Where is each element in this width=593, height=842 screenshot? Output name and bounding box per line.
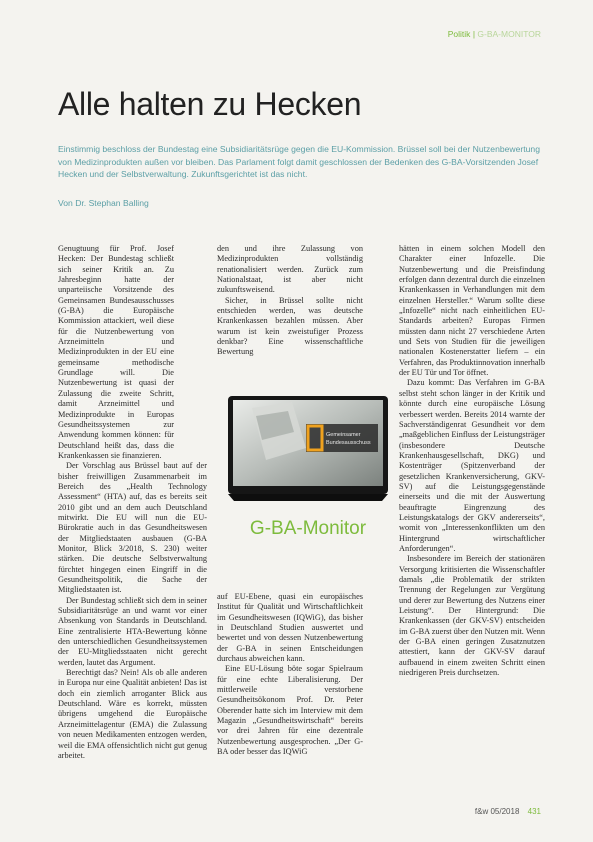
body-paragraph: Der Vorschlag aus Brüssel baut auf der bisher freiwilligen Zusammenarbeit im Bereich des „Health Technology Assessment“ (HTA) auf, das es bereits seit 2010 gibt und an dem auch Deutschland mitwirkt. Die EU will nun die EU-Bürokratie auch in das Gesundheitswesen der Mitgliedstaaten ausbauen (G-BA Monitor, Blick 3/2018, S. 230) weiter stärken. Die deutsche Selbstverwaltung fürchtet hingegen einen Eingriff in die Gesundheitspolitik, die Sache der Mitgliedstaaten ist.	[58, 461, 207, 595]
page-footer	[475, 807, 541, 816]
screen-text-1: Gemeinsamer	[326, 432, 361, 438]
monitor-illustration	[222, 388, 394, 548]
body-paragraph: hätten in einem solchen Modell den Charakter einer Infozelle. Die Nutzenbewertung und die Preisfindung erfolgen dann dezentral durch die einzelnen Krankenkassen in Verhandlungen mit dem einzelnen Hersteller.“ Warum sollte diese „Infozelle“ nicht nach einheitlichen EU-Standards arbeiten? Europas Firmen müssten dann nicht 27 verschiedene Arten und Sets von Studien für die jeweiligen nationalen Kostenerstatter liefern – ein Verfahren, das Produktinnovation innerhalb der EU Tür und Tor öffnet.	[399, 244, 545, 378]
body-paragraph: auf EU-Ebene, quasi ein europäisches Institut für Qualität und Wirtschaftlichkeit im Gesundheitswesen (IQWiG), das bisher in Deutschland Studien auswertet und bewertet und von dessen Nutzenbewertung der G-BA in seinen Entscheidungen durchaus abweichen kann.	[217, 592, 363, 664]
sign-plate	[306, 424, 378, 452]
page-number: 431	[527, 807, 541, 816]
column-1-bottom	[58, 461, 207, 761]
figure-caption: G-BA-Monitor	[249, 518, 367, 539]
column-1-top	[58, 244, 174, 461]
issue-label: f&w 05/2018	[474, 807, 520, 816]
kicker-separator: |	[472, 29, 476, 39]
kicker-series: G-BA-MONITOR	[477, 29, 541, 39]
column-2-bottom	[217, 592, 363, 758]
section-kicker	[448, 29, 541, 39]
kicker-section: Politik	[447, 29, 471, 39]
lead-paragraph: Einstimmig beschloss der Bundestag eine Subsidiaritätsrüge gegen die EU-Kommission. Brüssel soll bei der Nutzenbewertung von Medizinprodukten außen vor bleiben. Das Parlament folgt damit geschlossen der Bedenken des G-BA-Vorsitzenden Josef Hecken und der Selbstverwaltung. Zukunftsgerichtet ist das nicht.	[58, 144, 540, 180]
body-paragraph: Genugtuung für Prof. Josef Hecken: Der Bundestag schließt sich seiner Kritik an. Zu Jahresbeginn hatte der unparteiische Vorsitzende des Gemeinsamen Bundesausschusses (G-BA) die Europäische Kommission attackiert, weil diese für die Nutzenbewertung von Arzneimitteln und Medizinprodukten in der EU eine gemeinsame methodische Grundlage will. Die Nutzenbewertung ist quasi der Zulassung die zweite Schritt, damit Arzneimittel und Medizinprodukte in Europas Gesundheitssystemen zur Anwendung kommen können: für Deutschland heißt das, dass die Krankenkassen sie finanzieren.	[58, 244, 174, 460]
page-title: Alle halten zu Hecken	[58, 86, 362, 122]
screen-text-2: Bundesausschuss	[326, 440, 371, 446]
body-paragraph: Berechtigt das? Nein! Als ob alle anderen in Europa nur eine Qualität anbieten! Das ist doch ein ziemlich arroganter Blick aus Deutschland. Wäre es korrekt, müssten übrigens umgehend die Europäische Arzneimittelagentur (EMA) die Zulassung von neuen Medikamenten entzogen werden, weil die EMA offensichtlich nicht gut genug arbeitet.	[58, 668, 207, 760]
column-2-top	[217, 244, 363, 358]
g-ba-monitor-figure	[222, 388, 394, 548]
body-paragraph: Sicher, in Brüssel sollte nicht entschieden werden, was deutsche Krankenkassen bezahlen müssen. Aber warum ist kein zweistufiger Prozess denkbar? Eine wissenschaftliche Bewertung	[217, 295, 363, 357]
monitor-chin	[228, 494, 388, 501]
body-paragraph: Dazu kommt: Das Verfahren im G-BA selbst steht schon länger in der Kritik und könnte durch eine europäische Lösung verbessert werden. Bereits 2014 warnte der Sachverständigenrat Gesundheit vor dem „maßgeblichen Einfluss der Leistungsträger (insbesondere Deutsche Krankenhausgesellschaft, DKG) und Kostenträger (Spitzenverband der gesetzlichen Krankenversicherung, GKV-SV) auf die Leistungsgegenstände einerseits und die mit der Auswertung beauftragte Eingrenzung des Leistungskatalogs der GKV andererseits“, womit von „Interessenkonflikten um den Hintergrund wirtschaftlicher Anforderungen“.	[399, 378, 545, 553]
body-paragraph: Eine EU-Lösung böte sogar Spielraum für eine echte Liberalisierung. Der mittlerweile verstorbene Gesundheitsökonom Prof. Dr. Peter Oberender hatte sich im Interview mit dem Magazin „Gesundheitswirtschaft“ bereits vor drei Jahren für eine dezentrale Nutzenbewertung ausgesprochen. „Der G-BA oder besser das IQWiG	[217, 664, 363, 757]
column-1	[58, 244, 207, 761]
body-paragraph: den und ihre Zulassung von Medizinprodukten vollständig renationalisiert werden. Zurück zum Nationalstaat, ist aber nicht zukunftsweisend.	[217, 244, 363, 295]
author-byline: Von Dr. Stephan Balling	[58, 198, 149, 208]
body-paragraph: Der Bundestag schließt sich dem in seiner Subsidiaritätsrüge an und warnt vor einer Absenkung von Standards in Deutschland. Eine zentralisierte HTA-Bewertung könne den unterschiedlichen Gesundheitssystemen der EU-Mitgliedsstaaten nicht gerecht werden, lautet das Argument.	[58, 595, 207, 667]
body-paragraph: Insbesondere im Bereich der stationären Versorgung kritisierten die Wissenschaftler damals „die Problematik der strikten Trennung der Regelungen zur Vergütung und derer zur Bewertung des Nutzens einer Leistung“. Der Hintergrund: Die Krankenkassen (der GKV-SV) entscheiden im G-BA zuerst über den Nutzen mit. Wenn der G-BA einen geringen Zusatznutzen attestiert, kann der GKV-SV darauf aufbauend in einem zweiten Schritt einen niedrigeren Preis durchsetzen.	[399, 554, 545, 678]
column-3	[399, 244, 545, 678]
